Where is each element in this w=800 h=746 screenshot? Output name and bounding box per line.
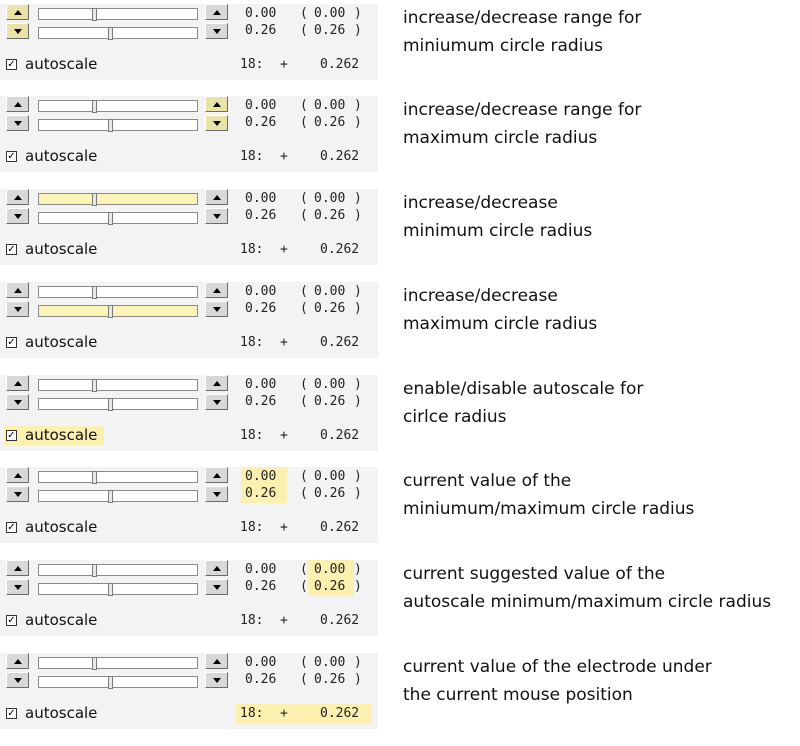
min-radius-suggested: 0.00 bbox=[314, 377, 346, 392]
min-radius-slider[interactable] bbox=[38, 286, 198, 298]
min-radius-value: 0.00 bbox=[245, 469, 277, 484]
range-min-increase-button[interactable] bbox=[6, 96, 29, 112]
range-max-decrease-button[interactable] bbox=[205, 301, 228, 317]
paren-close: ) bbox=[354, 655, 362, 670]
slider-thumb[interactable] bbox=[108, 305, 113, 318]
electrode-index: 18: bbox=[240, 428, 264, 443]
triangle-up-icon bbox=[14, 381, 22, 386]
max-radius-suggested: 0.26 bbox=[314, 579, 346, 594]
description-line: enable/disable autoscale for bbox=[403, 379, 644, 399]
triangle-up-icon bbox=[14, 195, 22, 200]
triangle-up-icon bbox=[213, 288, 221, 293]
help-description bbox=[403, 467, 798, 523]
max-radius-value: 0.26 bbox=[245, 486, 277, 501]
help-row bbox=[0, 282, 800, 375]
slider-thumb[interactable] bbox=[92, 657, 97, 670]
help-row bbox=[0, 375, 800, 468]
max-radius-slider[interactable] bbox=[38, 398, 198, 410]
autoscale-checkbox[interactable]: ✓ bbox=[7, 430, 16, 441]
slider-thumb[interactable] bbox=[108, 676, 113, 689]
slider-thumb[interactable] bbox=[92, 564, 97, 577]
paren-open: ( bbox=[300, 469, 308, 484]
range-max-decrease-button[interactable] bbox=[205, 486, 228, 502]
triangle-up-icon bbox=[14, 288, 22, 293]
slider-thumb[interactable] bbox=[108, 583, 113, 596]
autoscale-label: autoscale bbox=[25, 333, 98, 351]
paren-open: ( bbox=[300, 655, 308, 670]
slider-thumb[interactable] bbox=[92, 8, 97, 21]
triangle-down-icon bbox=[213, 492, 221, 497]
autoscale-label: autoscale bbox=[25, 426, 98, 444]
autoscale-checkbox[interactable]: ✓ bbox=[7, 522, 16, 533]
triangle-up-icon bbox=[14, 10, 22, 15]
range-min-decrease-button[interactable] bbox=[6, 115, 29, 131]
paren-open: ( bbox=[300, 486, 308, 501]
min-radius-value: 0.00 bbox=[245, 6, 277, 21]
triangle-down-icon bbox=[14, 29, 22, 34]
max-radius-value: 0.26 bbox=[245, 208, 277, 223]
help-description bbox=[403, 560, 798, 616]
description-line: increase/decrease bbox=[403, 193, 558, 213]
range-min-decrease-button[interactable] bbox=[6, 672, 29, 688]
description-line: maximum circle radius bbox=[403, 314, 598, 334]
electrode-index: 18: bbox=[240, 149, 264, 164]
range-max-decrease-button[interactable] bbox=[205, 23, 228, 39]
max-radius-slider[interactable] bbox=[38, 583, 198, 595]
electrode-value: 0.262 bbox=[320, 428, 360, 443]
max-radius-value: 0.26 bbox=[245, 672, 277, 687]
range-max-decrease-button[interactable] bbox=[205, 115, 228, 131]
min-radius-value: 0.00 bbox=[245, 191, 277, 206]
description-line: autoscale minimum/maximum circle radius bbox=[403, 592, 772, 612]
max-radius-value: 0.26 bbox=[245, 115, 277, 130]
electrode-sign: + bbox=[280, 149, 288, 164]
paren-open: ( bbox=[300, 301, 308, 316]
triangle-down-icon bbox=[213, 678, 221, 683]
slider-thumb[interactable] bbox=[92, 379, 97, 392]
slider-thumb[interactable] bbox=[92, 471, 97, 484]
electrode-index: 18: bbox=[240, 520, 264, 535]
triangle-up-icon bbox=[213, 10, 221, 15]
paren-close: ) bbox=[354, 394, 362, 409]
triangle-down-icon bbox=[14, 492, 22, 497]
paren-close: ) bbox=[354, 562, 362, 577]
paren-open: ( bbox=[300, 394, 308, 409]
slider-thumb[interactable] bbox=[108, 27, 113, 40]
paren-open: ( bbox=[300, 579, 308, 594]
help-row bbox=[0, 96, 800, 189]
triangle-down-icon bbox=[14, 678, 22, 683]
paren-close: ) bbox=[354, 579, 362, 594]
paren-close: ) bbox=[354, 208, 362, 223]
slider-thumb[interactable] bbox=[108, 212, 113, 225]
paren-open: ( bbox=[300, 377, 308, 392]
description-line: miniumum/maximum circle radius bbox=[403, 499, 695, 519]
electrode-index: 18: bbox=[240, 706, 264, 721]
electrode-sign: + bbox=[280, 706, 288, 721]
triangle-down-icon bbox=[213, 121, 221, 126]
range-max-increase-button[interactable] bbox=[205, 467, 228, 483]
paren-open: ( bbox=[300, 115, 308, 130]
radius-control-panel bbox=[0, 282, 378, 358]
electrode-sign: + bbox=[280, 242, 288, 257]
paren-open: ( bbox=[300, 284, 308, 299]
paren-close: ) bbox=[354, 284, 362, 299]
max-radius-suggested: 0.26 bbox=[314, 208, 346, 223]
electrode-sign: + bbox=[280, 57, 288, 72]
min-radius-suggested: 0.00 bbox=[314, 562, 346, 577]
range-max-increase-button[interactable] bbox=[205, 282, 228, 298]
autoscale-label: autoscale bbox=[25, 240, 98, 258]
min-radius-slider[interactable] bbox=[38, 100, 198, 112]
min-radius-value: 0.00 bbox=[245, 655, 277, 670]
help-row bbox=[0, 4, 800, 97]
range-min-increase-button[interactable] bbox=[6, 467, 29, 483]
radius-control-panel bbox=[0, 467, 378, 543]
electrode-value: 0.262 bbox=[320, 335, 360, 350]
help-description bbox=[403, 282, 798, 338]
min-radius-value: 0.00 bbox=[245, 562, 277, 577]
electrode-value: 0.262 bbox=[320, 57, 360, 72]
electrode-value: 0.262 bbox=[320, 613, 360, 628]
max-radius-suggested: 0.26 bbox=[314, 672, 346, 687]
description-line: increase/decrease bbox=[403, 286, 558, 306]
help-description bbox=[403, 653, 798, 709]
triangle-up-icon bbox=[213, 566, 221, 571]
help-description bbox=[403, 189, 798, 245]
range-max-decrease-button[interactable] bbox=[205, 579, 228, 595]
triangle-down-icon bbox=[14, 214, 22, 219]
range-max-decrease-button[interactable] bbox=[205, 208, 228, 224]
triangle-down-icon bbox=[213, 307, 221, 312]
paren-close: ) bbox=[354, 469, 362, 484]
description-line: current value of the electrode under bbox=[403, 657, 712, 677]
radius-control-panel bbox=[0, 653, 378, 729]
help-description bbox=[403, 96, 798, 152]
paren-open: ( bbox=[300, 208, 308, 223]
description-line: current value of the bbox=[403, 471, 572, 491]
slider-thumb[interactable] bbox=[108, 398, 113, 411]
electrode-value: 0.262 bbox=[320, 149, 360, 164]
electrode-value: 0.262 bbox=[320, 242, 360, 257]
paren-close: ) bbox=[354, 672, 362, 687]
triangle-down-icon bbox=[14, 400, 22, 405]
min-radius-slider[interactable] bbox=[38, 8, 198, 20]
slider-thumb[interactable] bbox=[92, 286, 97, 299]
electrode-value: 0.262 bbox=[320, 706, 360, 721]
radius-control-panel bbox=[0, 375, 378, 451]
min-radius-slider[interactable] bbox=[38, 564, 198, 576]
range-min-increase-button[interactable] bbox=[6, 560, 29, 576]
min-radius-suggested: 0.00 bbox=[314, 655, 346, 670]
autoscale-checkbox[interactable]: ✓ bbox=[7, 337, 16, 348]
triangle-up-icon bbox=[213, 381, 221, 386]
paren-close: ) bbox=[354, 6, 362, 21]
range-max-increase-button[interactable] bbox=[205, 4, 228, 20]
max-radius-slider[interactable] bbox=[38, 676, 198, 688]
paren-close: ) bbox=[354, 98, 362, 113]
paren-open: ( bbox=[300, 562, 308, 577]
max-radius-value: 0.26 bbox=[245, 23, 277, 38]
radius-control-panel bbox=[0, 560, 378, 636]
electrode-sign: + bbox=[280, 520, 288, 535]
triangle-down-icon bbox=[213, 29, 221, 34]
paren-close: ) bbox=[354, 191, 362, 206]
paren-open: ( bbox=[300, 23, 308, 38]
min-radius-suggested: 0.00 bbox=[314, 98, 346, 113]
min-radius-slider[interactable] bbox=[38, 471, 198, 483]
min-radius-slider[interactable] bbox=[38, 193, 198, 205]
range-max-decrease-button[interactable] bbox=[205, 394, 228, 410]
triangle-down-icon bbox=[213, 585, 221, 590]
electrode-index: 18: bbox=[240, 57, 264, 72]
triangle-up-icon bbox=[213, 102, 221, 107]
slider-thumb[interactable] bbox=[108, 490, 113, 503]
paren-close: ) bbox=[354, 301, 362, 316]
electrode-sign: + bbox=[280, 613, 288, 628]
range-min-increase-button[interactable] bbox=[6, 282, 29, 298]
min-radius-suggested: 0.00 bbox=[314, 284, 346, 299]
range-min-decrease-button[interactable] bbox=[6, 394, 29, 410]
paren-open: ( bbox=[300, 98, 308, 113]
autoscale-label: autoscale bbox=[25, 704, 98, 722]
autoscale-checkbox[interactable]: ✓ bbox=[7, 151, 16, 162]
range-max-increase-button[interactable] bbox=[205, 375, 228, 391]
triangle-down-icon bbox=[213, 400, 221, 405]
max-radius-suggested: 0.26 bbox=[314, 486, 346, 501]
triangle-up-icon bbox=[213, 659, 221, 664]
description-line: current suggested value of the bbox=[403, 564, 666, 584]
radius-control-panel bbox=[0, 189, 378, 265]
range-min-increase-button[interactable] bbox=[6, 653, 29, 669]
description-line: increase/decrease range for bbox=[403, 100, 642, 120]
paren-open: ( bbox=[300, 6, 308, 21]
range-max-increase-button[interactable] bbox=[205, 189, 228, 205]
slider-thumb[interactable] bbox=[108, 119, 113, 132]
description-line: cirlce radius bbox=[403, 407, 507, 427]
max-radius-slider[interactable] bbox=[38, 27, 198, 39]
help-row bbox=[0, 189, 800, 282]
slider-thumb[interactable] bbox=[92, 100, 97, 113]
help-description bbox=[403, 375, 798, 431]
max-radius-slider[interactable] bbox=[38, 305, 198, 317]
radius-control-panel bbox=[0, 4, 378, 80]
autoscale-checkbox[interactable]: ✓ bbox=[7, 244, 16, 255]
min-radius-suggested: 0.00 bbox=[314, 6, 346, 21]
min-radius-value: 0.00 bbox=[245, 377, 277, 392]
electrode-value: 0.262 bbox=[320, 520, 360, 535]
triangle-down-icon bbox=[213, 214, 221, 219]
max-radius-slider[interactable] bbox=[38, 490, 198, 502]
paren-close: ) bbox=[354, 377, 362, 392]
help-description bbox=[403, 4, 798, 60]
description-line: miniumum circle radius bbox=[403, 36, 604, 56]
range-max-increase-button[interactable] bbox=[205, 96, 228, 112]
description-line: the current mouse position bbox=[403, 685, 633, 705]
triangle-up-icon bbox=[213, 473, 221, 478]
autoscale-label: autoscale bbox=[25, 55, 98, 73]
range-min-increase-button[interactable] bbox=[6, 375, 29, 391]
paren-close: ) bbox=[354, 115, 362, 130]
max-radius-suggested: 0.26 bbox=[314, 23, 346, 38]
max-radius-suggested: 0.26 bbox=[314, 394, 346, 409]
min-radius-value: 0.00 bbox=[245, 284, 277, 299]
autoscale-checkbox[interactable]: ✓ bbox=[7, 708, 16, 719]
radius-control-panel bbox=[0, 96, 378, 172]
min-radius-slider[interactable] bbox=[38, 657, 198, 669]
autoscale-label: autoscale bbox=[25, 611, 98, 629]
description-line: maximum circle radius bbox=[403, 128, 598, 148]
electrode-index: 18: bbox=[240, 613, 264, 628]
electrode-index: 18: bbox=[240, 242, 264, 257]
triangle-down-icon bbox=[14, 307, 22, 312]
electrode-sign: + bbox=[280, 335, 288, 350]
paren-open: ( bbox=[300, 191, 308, 206]
autoscale-label: autoscale bbox=[25, 518, 98, 536]
range-max-increase-button[interactable] bbox=[205, 653, 228, 669]
max-radius-value: 0.26 bbox=[245, 301, 277, 316]
autoscale-checkbox[interactable]: ✓ bbox=[7, 59, 16, 70]
max-radius-suggested: 0.26 bbox=[314, 115, 346, 130]
range-min-decrease-button[interactable] bbox=[6, 23, 29, 39]
range-min-decrease-button[interactable] bbox=[6, 301, 29, 317]
description-line: minimum circle radius bbox=[403, 221, 593, 241]
paren-close: ) bbox=[354, 486, 362, 501]
range-max-increase-button[interactable] bbox=[205, 560, 228, 576]
range-max-decrease-button[interactable] bbox=[205, 672, 228, 688]
min-radius-suggested: 0.00 bbox=[314, 191, 346, 206]
help-row bbox=[0, 467, 800, 560]
autoscale-checkbox[interactable]: ✓ bbox=[7, 615, 16, 626]
max-radius-value: 0.26 bbox=[245, 579, 277, 594]
min-radius-suggested: 0.00 bbox=[314, 469, 346, 484]
paren-open: ( bbox=[300, 672, 308, 687]
min-radius-slider[interactable] bbox=[38, 379, 198, 391]
triangle-up-icon bbox=[14, 102, 22, 107]
range-min-increase-button[interactable] bbox=[6, 189, 29, 205]
triangle-up-icon bbox=[213, 195, 221, 200]
min-radius-value: 0.00 bbox=[245, 98, 277, 113]
slider-thumb[interactable] bbox=[92, 193, 97, 206]
triangle-down-icon bbox=[14, 121, 22, 126]
electrode-index: 18: bbox=[240, 335, 264, 350]
max-radius-slider[interactable] bbox=[38, 212, 198, 224]
description-line: increase/decrease range for bbox=[403, 8, 642, 28]
max-radius-suggested: 0.26 bbox=[314, 301, 346, 316]
triangle-up-icon bbox=[14, 566, 22, 571]
help-row bbox=[0, 560, 800, 653]
range-min-decrease-button[interactable] bbox=[6, 486, 29, 502]
range-min-increase-button[interactable] bbox=[6, 4, 29, 20]
range-min-decrease-button[interactable] bbox=[6, 208, 29, 224]
autoscale-label: autoscale bbox=[25, 147, 98, 165]
electrode-sign: + bbox=[280, 428, 288, 443]
triangle-up-icon bbox=[14, 473, 22, 478]
max-radius-slider[interactable] bbox=[38, 119, 198, 131]
max-radius-value: 0.26 bbox=[245, 394, 277, 409]
range-min-decrease-button[interactable] bbox=[6, 579, 29, 595]
help-row bbox=[0, 653, 800, 746]
triangle-down-icon bbox=[14, 585, 22, 590]
paren-close: ) bbox=[354, 23, 362, 38]
triangle-up-icon bbox=[14, 659, 22, 664]
